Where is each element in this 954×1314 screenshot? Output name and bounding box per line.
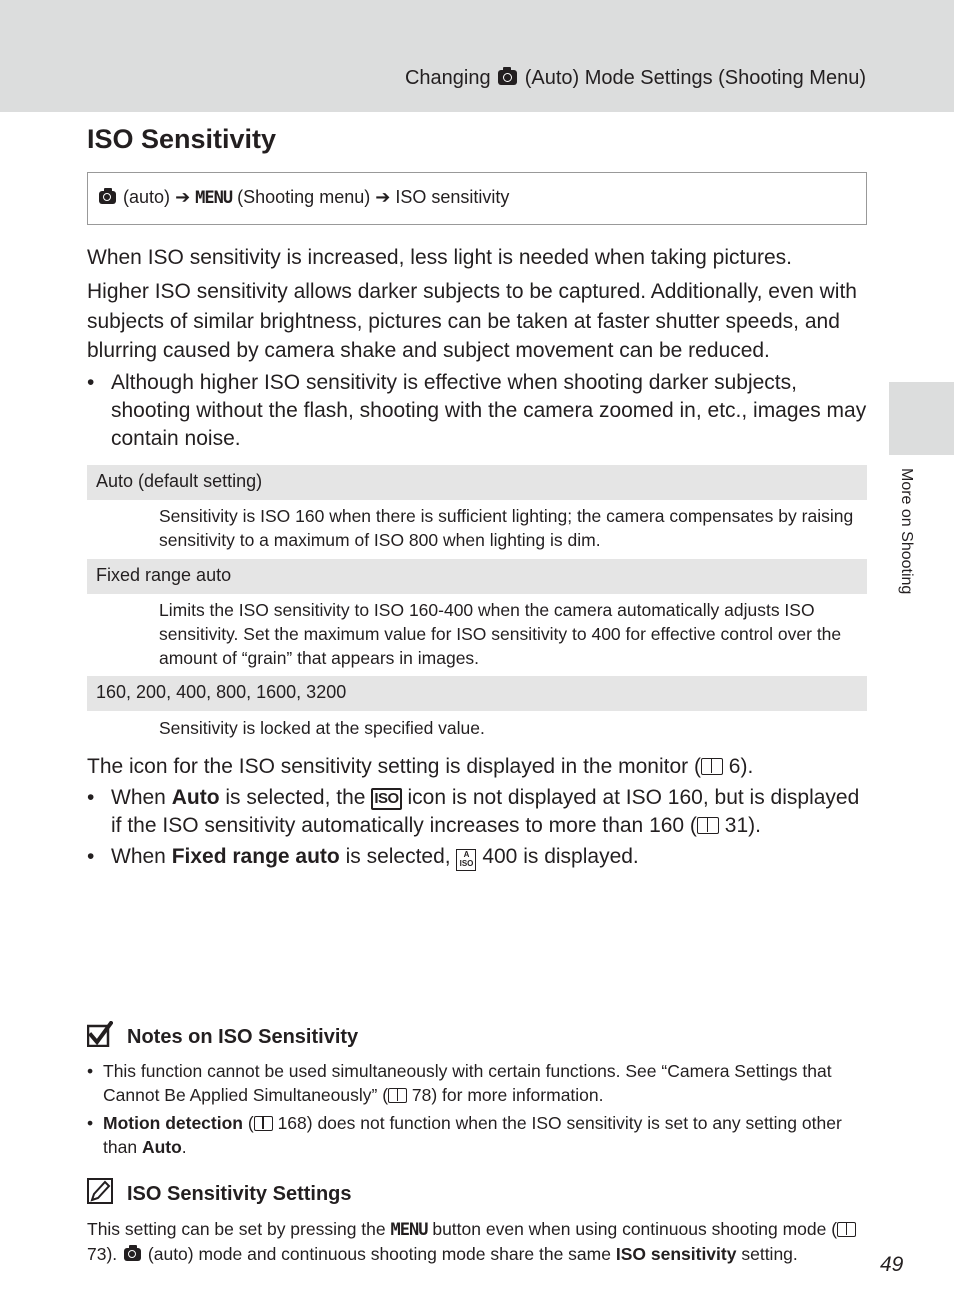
settings-bold: ISO sensitivity bbox=[615, 1244, 737, 1264]
option-label-fixed-range: Fixed range auto bbox=[87, 559, 867, 594]
notes-item-2-bold2: Auto bbox=[141, 1137, 182, 1157]
bullet-auto-post: icon is not displayed at ISO 160, but is displayed if the ISO sensitivity automatically increases to more than 160 ( bbox=[111, 786, 860, 837]
path-step-shooting-menu: (Shooting menu) bbox=[237, 187, 371, 207]
iso-auto-icon-bottom: ISO bbox=[459, 859, 474, 868]
book-icon bbox=[837, 1222, 856, 1237]
intro-paragraph-2: Higher ISO sensitivity allows darker subjects to be captured. Additionally, even with subjects of similar brightness, pictures can be taken at faster shutter speeds, and blurring caused by camera shake and subject movement can be reduced. bbox=[87, 280, 857, 362]
menu-button-icon: MENU bbox=[390, 1220, 428, 1240]
intro-bullet: • Although higher ISO sensitivity is effective when shooting darker subjects, shooting without the flash, shooting with the camera zoomed in, etc., images may contain noise. bbox=[87, 369, 867, 453]
bullet-auto-bold: Auto bbox=[171, 786, 220, 809]
camera-icon bbox=[99, 191, 116, 204]
settings-pre: This setting can be set by pressing the bbox=[87, 1219, 386, 1239]
bullet-auto-mid: is selected, the bbox=[225, 786, 366, 809]
notes-heading bbox=[87, 1021, 358, 1049]
bullet-fixed-pre: When bbox=[111, 845, 166, 868]
notes-item-2-end: . bbox=[181, 1137, 187, 1157]
settings-title: ISO Sensitivity Settings bbox=[127, 1183, 352, 1205]
bullet-fixed bbox=[87, 843, 867, 871]
header-prefix: Changing bbox=[404, 67, 491, 89]
arrow-icon: ➔ bbox=[175, 187, 191, 207]
arrow-icon: ➔ bbox=[375, 187, 391, 207]
option-desc-auto: Sensitivity is ISO 160 when there is sufficient lighting; the camera compensates by raising sensitivity to a maximum of ISO 800 when lighting is dim. bbox=[159, 506, 854, 550]
header-suffix: (Auto) Mode Settings (Shooting Menu) bbox=[524, 67, 866, 89]
bullet-fixed-post: 400 is displayed. bbox=[482, 845, 639, 868]
monitor-ref: 6). bbox=[728, 755, 754, 778]
side-tab bbox=[889, 382, 954, 455]
settings-heading bbox=[87, 1178, 352, 1206]
iso-auto-icon bbox=[456, 849, 476, 871]
notes-item-2-text: 168) does not function when the ISO sensitivity is set to any setting other than bbox=[103, 1113, 842, 1157]
bullet-auto bbox=[87, 784, 867, 840]
settings-mid: button even when using continuous shooting mode ( bbox=[432, 1219, 838, 1239]
book-icon bbox=[697, 817, 719, 834]
option-label-auto: Auto (default setting) bbox=[87, 465, 867, 500]
side-tab-label: More on Shooting bbox=[898, 468, 915, 595]
notes-item-2: • Motion detection ( 168) does not function when the ISO sensitivity is set to any setting other than Auto. bbox=[87, 1111, 867, 1159]
settings-end: setting. bbox=[741, 1244, 798, 1264]
book-icon bbox=[388, 1088, 407, 1103]
settings-paragraph bbox=[87, 1217, 867, 1266]
option-label-fixed-values: 160, 200, 400, 800, 1600, 3200 bbox=[87, 676, 867, 711]
monitor-text: The icon for the ISO sensitivity setting is displayed in the monitor ( bbox=[87, 755, 701, 778]
menu-button-icon: MENU bbox=[195, 188, 233, 208]
menu-path-box bbox=[87, 172, 867, 225]
header-band bbox=[0, 0, 954, 112]
book-icon bbox=[254, 1116, 273, 1131]
bullet-auto-ref: 31). bbox=[724, 814, 761, 837]
iso-auto-icon-top: A bbox=[463, 850, 470, 859]
intro-paragraph-1: When ISO sensitivity is increased, less light is needed when taking pictures. bbox=[87, 246, 793, 269]
notes-item-1 bbox=[87, 1059, 867, 1107]
path-step-iso: ISO sensitivity bbox=[395, 187, 510, 207]
iso-icon: ISO bbox=[371, 788, 401, 810]
notes-item-1-text: This function cannot be used simultaneously with certain functions. See “Camera Settings that Cannot Be Applied Simultaneously” ( bbox=[103, 1061, 832, 1105]
bullet-auto-pre: When bbox=[111, 786, 166, 809]
checkmark-icon bbox=[87, 1021, 113, 1047]
bullet-fixed-mid: is selected, bbox=[345, 845, 451, 868]
notes-item-1-ref: 78) for more information. bbox=[411, 1085, 604, 1105]
notes-title: Notes on ISO Sensitivity bbox=[127, 1026, 359, 1048]
pencil-icon bbox=[87, 1178, 113, 1204]
option-desc-fixed-values: Sensitivity is locked at the specified value. bbox=[159, 718, 485, 738]
page-title: ISO Sensitivity bbox=[87, 124, 277, 154]
notes-item-2-bold: Motion detection bbox=[103, 1113, 243, 1133]
running-header bbox=[405, 67, 866, 90]
bullet-fixed-bold: Fixed range auto bbox=[171, 845, 340, 868]
book-icon bbox=[701, 758, 723, 775]
option-desc-fixed-range: Limits the ISO sensitivity to ISO 160-400 when the camera automatically adjusts ISO sensitivity. Set the maximum value for ISO sensitivity to 400 for effective control over the amount of “grain” that appears in images. bbox=[159, 600, 842, 668]
settings-ref: 73). bbox=[87, 1244, 118, 1264]
settings-post: (auto) mode and continuous shooting mode share the same bbox=[147, 1244, 611, 1264]
page-number: 49 bbox=[880, 1253, 904, 1276]
monitor-paragraph bbox=[87, 752, 867, 782]
camera-icon bbox=[498, 70, 517, 85]
path-step-auto: (auto) bbox=[123, 187, 171, 207]
camera-icon bbox=[124, 1248, 141, 1261]
